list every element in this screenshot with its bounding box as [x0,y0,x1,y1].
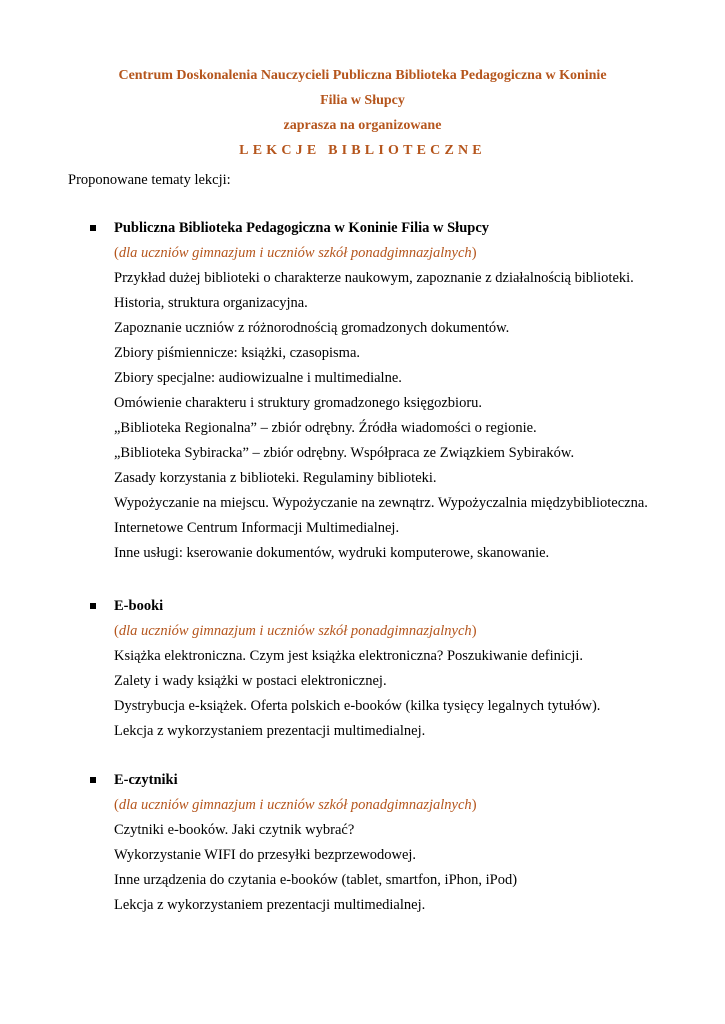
topic-line: Zbiory specjalne: audiowizualne i multimedialne. [114,370,402,386]
topic-title-text: E-czytniki [114,772,178,788]
topic-line: „Biblioteka Regionalna” – zbiór odrębny. Źródła wiadomości o regionie. [114,420,537,436]
topic-line: Zapoznanie uczniów z różnorodnością gromadzonych dokumentów. [114,320,510,336]
topic-title-text: Publiczna Biblioteka Pedagogiczna w Koninie Filia w Słupcy [114,220,490,236]
topic-title [89,216,709,241]
topic-line: Lekcja z wykorzystaniem prezentacji multimedialnej. [114,897,426,913]
topic-line: „Biblioteka Sybiracka” – zbiór odrębny. Współpraca ze Związkiem Sybiraków. [114,445,575,461]
topic-title-text: E-booki [114,598,164,614]
topic-audience-text: dla uczniów gimnazjum i uczniów szkół ponadgimnazjalnych [118,797,472,813]
topic-audience: (dla uczniów gimnazjum i uczniów szkół ponadgimnazjalnych) [114,623,477,639]
topic-section-library [89,216,709,566]
topic-audience: (dla uczniów gimnazjum i uczniów szkół ponadgimnazjalnych) [114,797,477,813]
header-invitation: zaprasza na organizowane [283,118,442,133]
topic-line: Internetowe Centrum Informacji Multimedialnej. [114,520,400,536]
header-branch: Filia w Słupcy [320,93,405,108]
topic-audience-text: dla uczniów gimnazjum i uczniów szkół ponadgimnazjalnych [118,623,472,639]
header-lessons-title: LEKCJE BIBLIOTECZNE [239,143,486,158]
topic-line: Zasady korzystania z biblioteki. Regulaminy biblioteki. [114,470,437,486]
topic-section-ereaders [89,768,709,918]
topic-section-ebooks [89,594,709,744]
topic-line: Omówienie charakteru i struktury gromadzonego księgozbioru. [114,395,483,411]
topic-line: Czytniki e-booków. Jaki czytnik wybrać? [114,822,355,838]
topic-line: Zbiory piśmiennicze: książki, czasopisma. [114,345,361,361]
topic-title [89,768,709,793]
topic-line: Wykorzystanie WIFI do przesyłki bezprzewodowej. [114,847,417,863]
topic-line: Historia, struktura organizacyjna. [114,295,308,311]
square-bullet-icon [90,603,96,609]
topic-line: Zalety i wady książki w postaci elektronicznej. [114,673,387,689]
topic-title [89,594,709,619]
topic-audience-text: dla uczniów gimnazjum i uczniów szkół ponadgimnazjalnych [118,245,472,261]
square-bullet-icon [90,225,96,231]
topic-line: Książka elektroniczna. Czym jest książka elektroniczna? Poszukiwanie definicji. [114,648,584,664]
square-bullet-icon [90,777,96,783]
header-institution: Centrum Doskonalenia Nauczycieli Publiczna Biblioteka Pedagogiczna w Koninie [118,68,607,83]
topic-line: Lekcja z wykorzystaniem prezentacji multimedialnej. [114,723,426,739]
topic-line: Inne usługi: kserowanie dokumentów, wydruki komputerowe, skanowanie. [114,545,550,561]
document-header [0,63,725,163]
topic-line: Przykład dużej biblioteki o charakterze naukowym, zapoznanie z działalnością biblioteki. [114,270,634,286]
topic-line: Wypożyczanie na miejscu. Wypożyczanie na zewnątrz. Wypożyczalnia międzybiblioteczna. [114,495,648,511]
intro-text: Proponowane tematy lekcji: [68,172,231,188]
topic-line: Dystrybucja e-książek. Oferta polskich e-booków (kilka tysięcy legalnych tytułów). [114,698,601,714]
topic-line: Inne urządzenia do czytania e-booków (tablet, smartfon, iPhon, iPod) [114,872,518,888]
topic-audience: (dla uczniów gimnazjum i uczniów szkół ponadgimnazjalnych) [114,245,477,261]
